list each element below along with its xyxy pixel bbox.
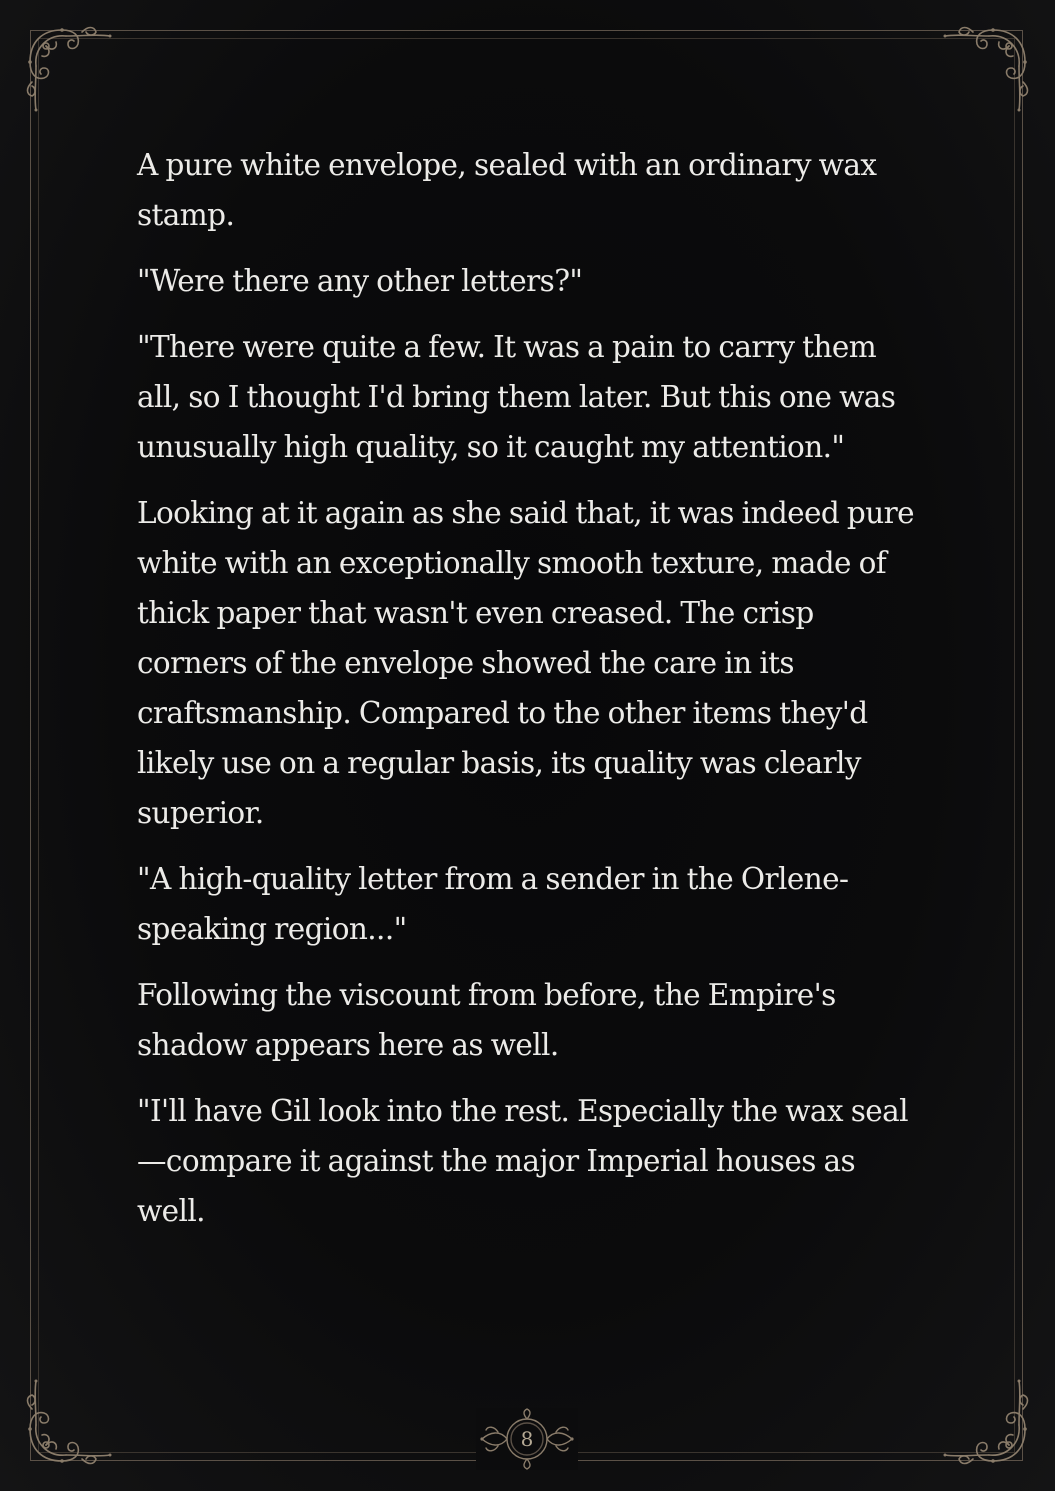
- paragraph: "There were quite a few. It was a pain to carry them all, so I thought I'd bring them later. But this one was unusually high quality, so it caught my attention.": [137, 330, 896, 464]
- paragraph: Following the viscount from before, the Empire's shadow appears here as well.: [137, 978, 836, 1062]
- paragraph: "A high-quality letter from a sender in the Orlene-speaking region...": [137, 862, 849, 946]
- corner-flourish-icon: [22, 1377, 114, 1469]
- corner-flourish-icon: [941, 1377, 1033, 1469]
- paragraph: Looking at it again as she said that, it was indeed pure white with an exceptionally smooth texture, made of thick paper that wasn't even creased. The crisp corners of the envelope showed the care in its craftsmanship. Compared to the other items they'd likely use on a regular basis, its quality was clearly superior.: [137, 496, 914, 830]
- body-text: [137, 140, 927, 1252]
- paragraph: A pure white envelope, sealed with an ordinary wax stamp.: [137, 148, 877, 232]
- corner-flourish-icon: [941, 22, 1033, 114]
- page-number: 8: [520, 1427, 534, 1451]
- paragraph: "Were there any other letters?": [137, 264, 583, 298]
- paragraph: "I'll have Gil look into the rest. Especially the wax seal—compare it against the major Imperial houses as well.: [137, 1094, 908, 1228]
- corner-flourish-icon: [22, 22, 114, 114]
- page-number-badge: [476, 1408, 578, 1470]
